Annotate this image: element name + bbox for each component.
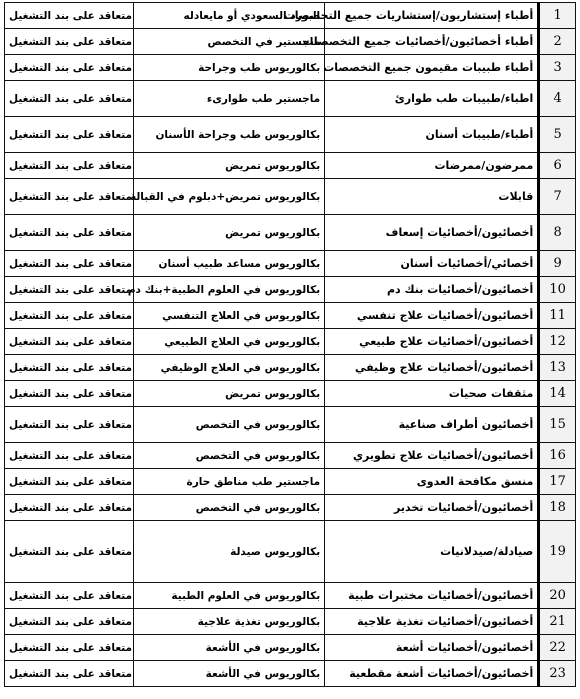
- qualification-cell: بكالوريوس تمريض: [134, 381, 325, 407]
- table-row: [5, 303, 576, 329]
- table-row: [5, 329, 576, 355]
- table-row: [5, 521, 576, 583]
- qualification-cell: بكالوريوس في العلاج الوظيفي: [134, 355, 325, 381]
- contract-type-cell: متعاقد على بند التشغيل: [5, 635, 134, 661]
- qualification-cell: بكالوريوس في العلوم الطبية: [134, 583, 325, 609]
- qualification-cell: ماجستير طب مناطق حارة: [134, 469, 325, 495]
- contract-type-cell: متعاقد على بند التشغيل: [5, 117, 134, 153]
- qualification-cell: بكالوريوس تغذية علاجية: [134, 609, 325, 635]
- job-title-cell: صيادلة/صيدلانيات: [325, 521, 539, 583]
- qualification-cell: بكالوريوس في العلاج التنفسي: [134, 303, 325, 329]
- table-row: [5, 355, 576, 381]
- table-row: [5, 117, 576, 153]
- row-number-cell: 21: [539, 609, 576, 635]
- row-number-cell: 1: [539, 3, 576, 29]
- table-row: [5, 3, 576, 29]
- job-title-cell: أخصائيون/أخصائيات مختبرات طبية: [325, 583, 539, 609]
- contract-type-cell: متعاقد على بند التشغيل: [5, 583, 134, 609]
- table-row: [5, 55, 576, 81]
- qualification-cell: بكالوريوس تمريض+دبلوم في القبالة: [134, 179, 325, 215]
- qualification-cell: بكالوريوس في الأشعة: [134, 635, 325, 661]
- qualification-cell: بكالوريوس مساعد طبيب أسنان: [134, 251, 325, 277]
- jobs-table-body: [5, 3, 576, 687]
- contract-type-cell: متعاقد على بند التشغيل: [5, 495, 134, 521]
- qualification-cell: ماجستير طب طوارىء: [134, 81, 325, 117]
- row-number-cell: 8: [539, 215, 576, 251]
- job-title-cell: أخصائيون/أخصائيات تخدير: [325, 495, 539, 521]
- table-row: [5, 251, 576, 277]
- row-number-cell: 11: [539, 303, 576, 329]
- job-title-cell: أطباء/طبيبات أسنان: [325, 117, 539, 153]
- job-title-cell: أطباء طبيبات مقيمون جميع التخصصات: [325, 55, 539, 81]
- contract-type-cell: متعاقد على بند التشغيل: [5, 277, 134, 303]
- job-title-cell: مثقفات صحيات: [325, 381, 539, 407]
- row-number-cell: 14: [539, 381, 576, 407]
- job-title-cell: أخصائيون/أخصائيات أشعة: [325, 635, 539, 661]
- qualification-cell: بكالوريوس صيدلة: [134, 521, 325, 583]
- table-row: [5, 661, 576, 687]
- row-number-cell: 15: [539, 407, 576, 443]
- row-number-cell: 5: [539, 117, 576, 153]
- row-number-cell: 13: [539, 355, 576, 381]
- row-number-cell: 22: [539, 635, 576, 661]
- table-row: [5, 635, 576, 661]
- job-title-cell: أخصائي/أخصائيات أسنان: [325, 251, 539, 277]
- contract-type-cell: متعاقد على بند التشغيل: [5, 215, 134, 251]
- table-row: [5, 583, 576, 609]
- row-number-cell: 10: [539, 277, 576, 303]
- row-number-cell: 19: [539, 521, 576, 583]
- table-row: [5, 81, 576, 117]
- contract-type-cell: متعاقد على بند التشغيل: [5, 355, 134, 381]
- job-title-cell: منسق مكافحة العدوى: [325, 469, 539, 495]
- row-number-cell: 2: [539, 29, 576, 55]
- job-title-cell: اطباء/طبيبات طب طوارئ: [325, 81, 539, 117]
- qualification-cell: بكالوريوس في العلوم الطبية+بنك دم: [134, 277, 325, 303]
- qualification-cell: ماجستير في التخصص: [134, 29, 325, 55]
- row-number-cell: 17: [539, 469, 576, 495]
- job-title-cell: ممرضون/ممرضات: [325, 153, 539, 179]
- qualification-cell: بكالوريوس تمريض: [134, 153, 325, 179]
- contract-type-cell: متعاقد على بند التشغيل: [5, 153, 134, 179]
- qualification-cell: بكالوريوس في التخصص: [134, 443, 325, 469]
- qualification-cell: بكالوريوس طب وجراحة الأسنان: [134, 117, 325, 153]
- row-number-cell: 9: [539, 251, 576, 277]
- table-row: [5, 495, 576, 521]
- table-row: [5, 277, 576, 303]
- job-title-cell: أطباء أخصائيون/أخصائيات جميع التخصصات: [325, 29, 539, 55]
- contract-type-cell: متعاقد على بند التشغيل: [5, 469, 134, 495]
- contract-type-cell: متعاقد على بند التشغيل: [5, 329, 134, 355]
- contract-type-cell: متعاقد على بند التشغيل: [5, 55, 134, 81]
- job-title-cell: قابلات: [325, 179, 539, 215]
- qualification-cell: بكالوريوس في العلاج الطبيعي: [134, 329, 325, 355]
- table-row: [5, 609, 576, 635]
- row-number-cell: 6: [539, 153, 576, 179]
- job-title-cell: أخصائيون أطراف صناعية: [325, 407, 539, 443]
- qualification-cell: بكالوريوس تمريض: [134, 215, 325, 251]
- contract-type-cell: متعاقد على بند التشغيل: [5, 381, 134, 407]
- job-title-cell: أخصائيون/أخصائيات أشعة مقطعية: [325, 661, 539, 687]
- table-row: [5, 29, 576, 55]
- job-title-cell: أخصائيون/أخصائيات علاج وظيفي: [325, 355, 539, 381]
- contract-type-cell: متعاقد على بند التشغيل: [5, 661, 134, 687]
- contract-type-cell: متعاقد على بند التشغيل: [5, 443, 134, 469]
- table-row: [5, 215, 576, 251]
- table-row: [5, 443, 576, 469]
- job-title-cell: أخصائيون/أخصائيات علاج طبيعي: [325, 329, 539, 355]
- row-number-cell: 23: [539, 661, 576, 687]
- contract-type-cell: متعاقد على بند التشغيل: [5, 303, 134, 329]
- table-row: [5, 179, 576, 215]
- row-number-cell: 4: [539, 81, 576, 117]
- qualification-cell: البورد السعودي أو مايعادله: [134, 3, 325, 29]
- contract-type-cell: متعاقد على بند التشغيل: [5, 81, 134, 117]
- contract-type-cell: متعاقد على بند التشغيل: [5, 407, 134, 443]
- jobs-table: [4, 2, 576, 687]
- contract-type-cell: متعاقد على بند التشغيل: [5, 609, 134, 635]
- row-number-cell: 18: [539, 495, 576, 521]
- contract-type-cell: متعاقد على بند التشغيل: [5, 521, 134, 583]
- qualification-cell: بكالوريوس في الأشعة: [134, 661, 325, 687]
- table-row: [5, 469, 576, 495]
- row-number-cell: 3: [539, 55, 576, 81]
- qualification-cell: بكالوريوس في التخصص: [134, 407, 325, 443]
- job-title-cell: أخصائيون/أخصائيات علاج تنفسي: [325, 303, 539, 329]
- contract-type-cell: متعاقد على بند التشغيل: [5, 29, 134, 55]
- table-row: [5, 381, 576, 407]
- job-title-cell: أخصائيون/أخصائيات إسعاف: [325, 215, 539, 251]
- row-number-cell: 20: [539, 583, 576, 609]
- contract-type-cell: متعاقد على بند التشغيل: [5, 179, 134, 215]
- row-number-cell: 12: [539, 329, 576, 355]
- qualification-cell: بكالوريوس طب وجراحة: [134, 55, 325, 81]
- job-title-cell: أخصائيون/أخصائيات بنك دم: [325, 277, 539, 303]
- job-title-cell: أطباء إستشاريون/إستشاريات جميع التخصصات: [325, 3, 539, 29]
- job-title-cell: أخصائيون/أخصائيات علاج تطويري: [325, 443, 539, 469]
- table-row: [5, 153, 576, 179]
- job-title-cell: أخصائيون/أخصائيات تغذية علاجية: [325, 609, 539, 635]
- contract-type-cell: متعاقد على بند التشغيل: [5, 3, 134, 29]
- contract-type-cell: متعاقد على بند التشغيل: [5, 251, 134, 277]
- table-row: [5, 407, 576, 443]
- row-number-cell: 7: [539, 179, 576, 215]
- row-number-cell: 16: [539, 443, 576, 469]
- qualification-cell: بكالوريوس في التخصص: [134, 495, 325, 521]
- jobs-table-sheet: [4, 2, 576, 695]
